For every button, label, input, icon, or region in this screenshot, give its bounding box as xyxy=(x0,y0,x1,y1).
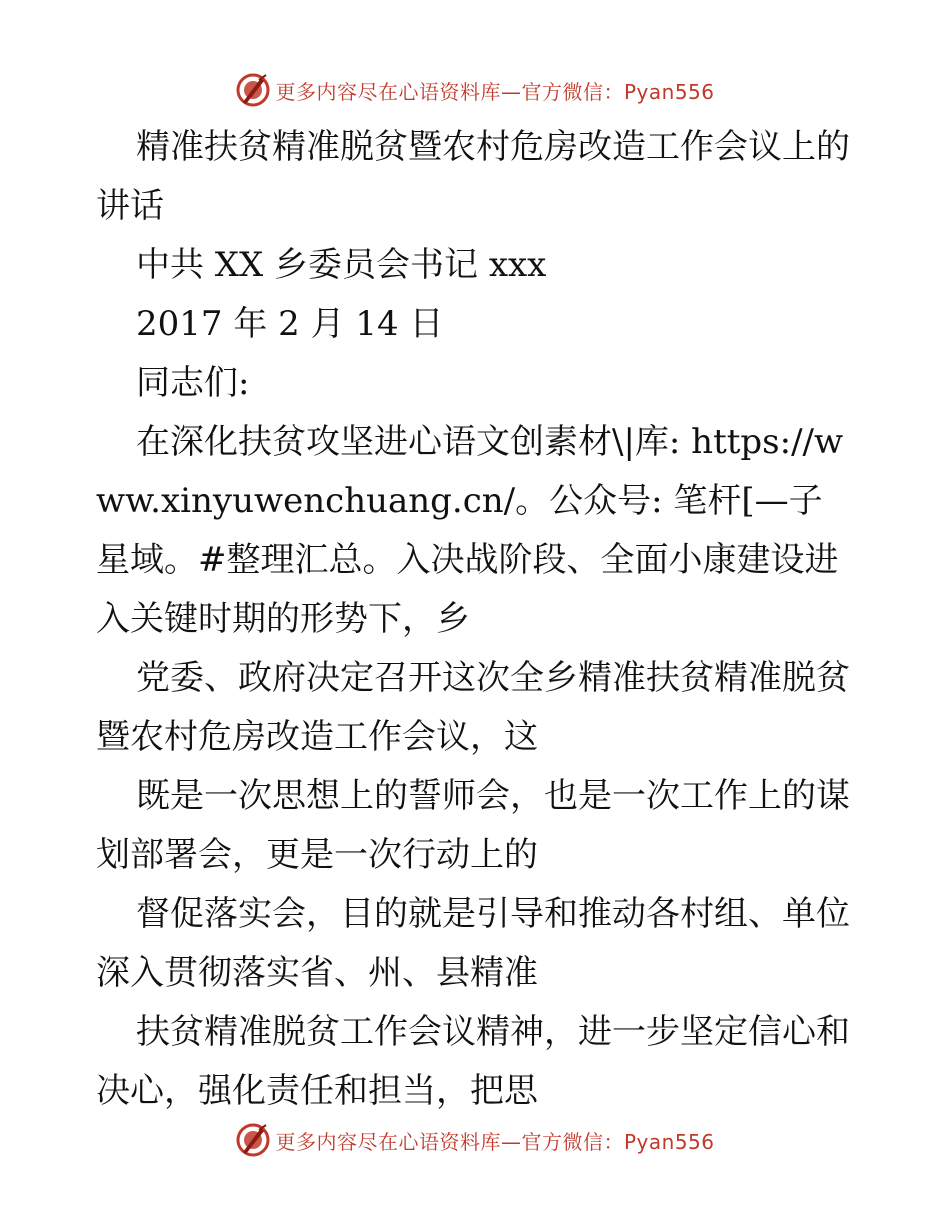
watermark-brand: 更多内容尽在心语资料库 xyxy=(275,79,501,104)
watermark-separator: — xyxy=(500,1129,522,1154)
quill-pen-circle-icon xyxy=(235,1122,271,1158)
watermark-official: 官方微信： xyxy=(521,1129,624,1154)
paragraph: 党委、政府决定召开这次全乡精准扶贫精准脱贫暨农村危房改造工作会议，这 xyxy=(96,658,850,757)
document-salutation: 同志们: xyxy=(136,363,250,403)
document-title: 精准扶贫精准脱贫暨农村危房改造工作会议上的讲话 xyxy=(96,127,850,226)
document-body xyxy=(96,118,856,1121)
document-author: 中共 XX 乡委员会书记 xxx xyxy=(136,245,547,285)
watermark-brand: 更多内容尽在心语资料库 xyxy=(275,1129,501,1154)
paragraph: 扶贫精准脱贫工作会议精神，进一步坚定信心和决心，强化责任和担当，把思 xyxy=(96,1012,850,1111)
paragraph: 在深化扶贫攻坚进心语文创素材\|库: https://www.xinyuwenchuang.cn/。公众号: 笔杆[—子星域。#整理汇总。入决战阶段、全面小康建设进入关键时期的形势下，乡 xyxy=(96,422,844,639)
footer-watermark xyxy=(0,1120,950,1160)
watermark-official: 官方微信： xyxy=(521,79,624,104)
document-date: 2017 年 2 月 14 日 xyxy=(136,304,444,344)
watermark-account-id: Pyan556 xyxy=(623,79,715,104)
watermark-text xyxy=(275,76,714,105)
quill-pen-circle-icon xyxy=(235,72,271,108)
watermark-account-id: Pyan556 xyxy=(623,1129,715,1154)
paragraph: 督促落实会，目的就是引导和推动各村组、单位深入贯彻落实省、州、县精准 xyxy=(96,894,850,993)
watermark-text xyxy=(275,1126,714,1155)
header-watermark xyxy=(0,70,950,110)
paragraph: 既是一次思想上的誓师会，也是一次工作上的谋划部署会，更是一次行动上的 xyxy=(96,776,850,875)
watermark-separator: — xyxy=(500,79,522,104)
